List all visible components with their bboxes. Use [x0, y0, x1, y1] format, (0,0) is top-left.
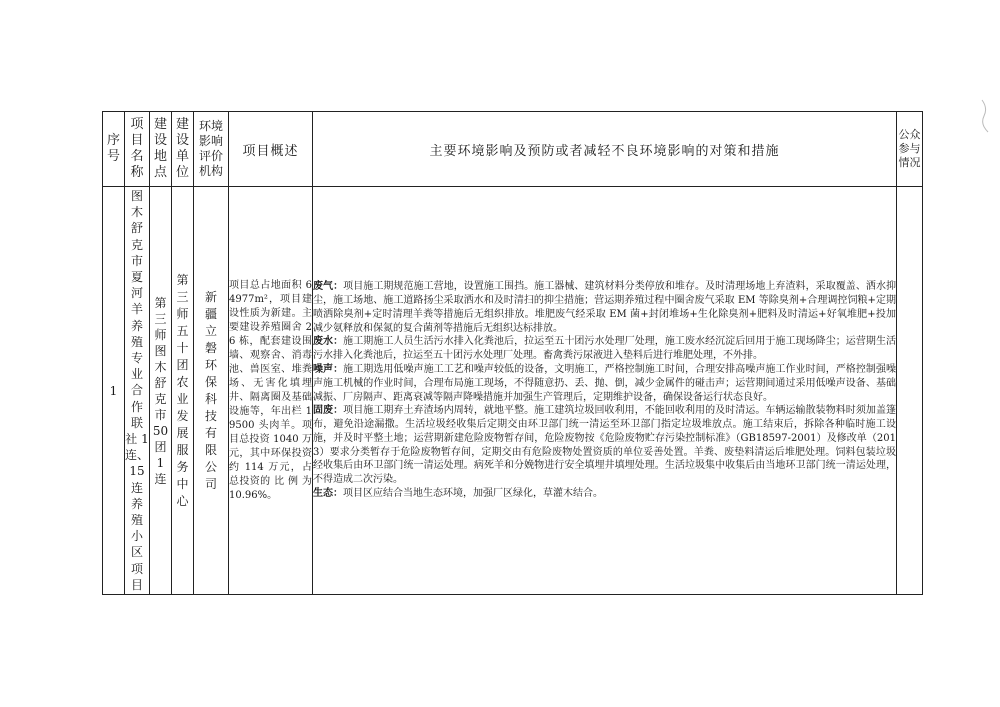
header-public-participation: 公众 参与 情况	[897, 112, 923, 187]
eia-summary-table	[102, 111, 923, 595]
measure-waste-water: 废水：施工期施工人员生活污水排入化粪池后，拉运至五十团污水处理厂处理，施工废水经沉淀后回用于施工现场降尘；运营期生活污水排入化粪池后，拉运至五十团污水处理厂处理。畜禽粪污尿液进入垫料后进行堆肥处理，不外排。	[313, 336, 897, 362]
row-public-participation	[897, 187, 923, 595]
header-location: 建 设 地 点	[150, 112, 172, 187]
header-eia-agency: 环境 影响 评价 机构	[194, 112, 229, 187]
margin-scan-mark-icon	[978, 96, 996, 136]
header-seq: 序 号	[103, 112, 125, 187]
measure-noise: 噪声：施工期选用低噪声施工工艺和噪声较低的设备，文明施工，严格控制施工时间，合理安排高噪声施工作业时间，严格控制强噪声施工机械的作业时间，合理布局施工现场，不得随意扔、丢、抛、倒，减少金属件的碰击声；运营期间通过采用低噪声设备、基础减振、厂房隔声、距离衰减等隔声降噪措施并加强生产管理后，定期维护设备，确保设备运行状态良好。	[313, 363, 897, 403]
row-project-name: 图 木 舒 克 市 夏 河 羊 养 殖 专 业 合 作 联 社 1 连、 15 连 养 殖 小 区 项 目	[125, 187, 150, 595]
table-row	[103, 187, 923, 595]
header-row	[103, 112, 923, 187]
header-project-name: 项 目 名 称	[125, 112, 150, 187]
header-construction-unit: 建 设 单 位	[172, 112, 194, 187]
row-construction-unit: 第 三 师 五 十 团 农 业 发 展 服 务 中 心	[172, 187, 194, 595]
measure-waste-gas: 废气：项目施工期规范施工营地，设置施工围挡。施工器械、建筑材料分类停放和堆存。及时清理场地上弃渣料，采取覆盖、洒水抑尘，施工场地、施工道路扬尘采取洒水和及时清扫的抑尘措施；营运期养殖过程中圈舍废气采取 EM 等除臭剂+合理调控饲粮+定期喷洒除臭剂+定时清理羊粪等措施后无组织排放。堆肥废气经采取 EM 菌+封闭堆场+生化除臭剂+肥料及时清运+好氧堆肥+投加减少氨释放和保氮的复合菌剂等措施后无组织达标排放。	[313, 281, 897, 334]
measure-solid-waste: 固废：项目施工期弃土弃渣场内周转，就地平整。施工建筑垃圾回收利用，不能回收利用的及时清运。车辆运输散装物料时须加盖篷布，避免沿途漏撒。生活垃圾经收集后定期交由环卫部门统一清运至环卫部门指定垃圾堆放点。施工结束后，拆除各种临时施工设施，并及时平整土地；运营期新建危险废物暂存间，危险废物按《危险废物贮存污染控制标准》（GB18597-2001）及修改单（2013）要求分类暂存于危险废物暂存间，定期交由有危险废物处置资质的单位妥善处置。羊粪、废垫料清运后堆肥处理。饲料包装垃圾经收集后由环卫部门统一清运处理。病死羊和分娩物进行安全填埋井填埋处理。生活垃圾集中收集后由当地环卫部门统一清运处理，不得造成二次污染。	[313, 405, 897, 486]
row-seq: 1	[103, 187, 125, 595]
header-overview: 项目概述	[229, 112, 313, 187]
measure-ecology: 生态：项目区应结合当地生态环境，加强厂区绿化，草灌木结合。	[313, 488, 603, 500]
header-measures: 主要环境影响及预防或者减轻不良环境影响的对策和措施	[313, 112, 897, 187]
row-location: 第 三 师 图 木 舒 克 市 50 团 1 连	[150, 187, 172, 595]
row-measures	[313, 187, 897, 595]
row-eia-agency: 新 疆 立 磐 环 保 科 技 有 限 公 司	[194, 187, 229, 595]
row-overview: 项目总占地面积 64977m²，项目建设性质为新建。主要建设养殖圈舍 26 栋，配套建设围墙、观察舍、消毒池、兽医室、堆粪场、无害化填埋井、隔离圈及基础设施等，年出栏 19500 头肉羊。项目总投资 1040 万元，其中环保投资约 114 万元，占总投资的 比 例 为 10.96%。	[229, 187, 313, 595]
